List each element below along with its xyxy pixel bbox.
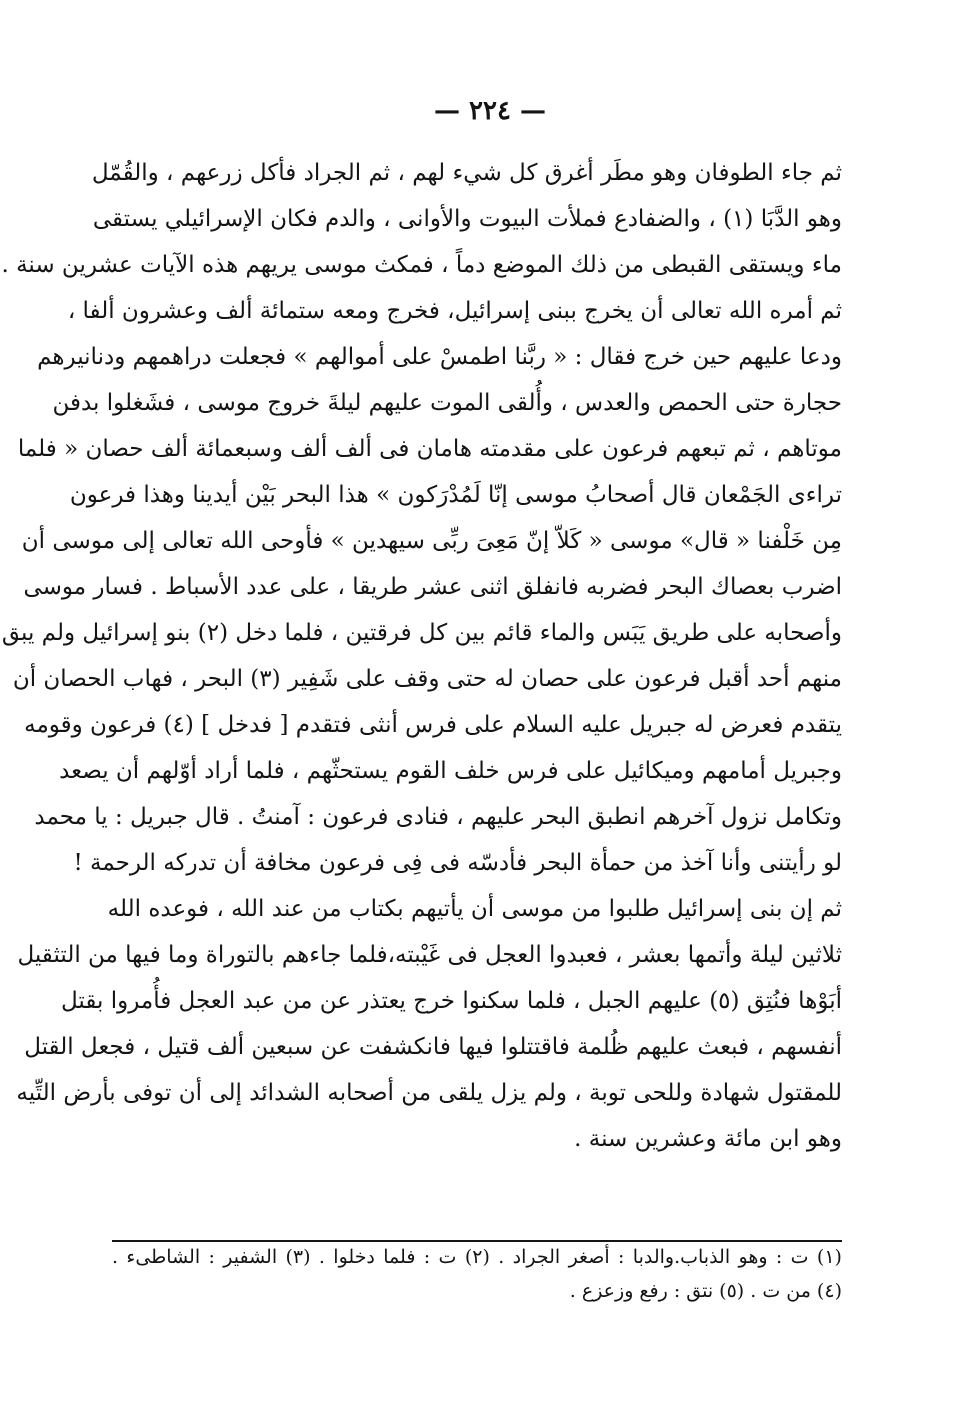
text-line-12: منهم أحد أقبل فرعون على حصان له حتى وقف على شَفِير (٣) البحر ، فهاب الحصان أن — [12, 666, 842, 692]
text-line-20: أنفسهم ، فبعث عليهم ظُلمة فاقتتلوا فيها فانكشفت عن سبعين ألف قتيل ، فجعل القتل — [24, 1034, 842, 1060]
footnote-line-1: (١) ت : وهو الذباب.والدبا : أصغر الجراد . (٢) ت : فلما دخلوا . (٣) الشفير : الشاطىء . — [112, 1246, 842, 1268]
text-line-1: ثم جاء الطوفان وهو مطَر أغرق كل شيء لهم ، ثم الجراد فأكل زرعهم ، والقُمّل — [91, 160, 842, 186]
text-line-22: وهو ابن مائة وعشرين سنة . — [574, 1126, 842, 1152]
text-line-8: تراءى الجَمْعان قال أصحابُ موسى إنّا لَمُدْرَكون » هذا البحر بَيْن أيدينا وهذا فرعون — [69, 482, 842, 508]
text-line-11: وأصحابه على طريق يَبَس والماء قائم بين كل فرقتين ، فلما دخل (٢) بنو إسرائيل ولم يبق — [1, 620, 842, 646]
text-line-18: ثلاثين ليلة وأتمها بعشر ، فعبدوا العجل فى غَيْبته،فلما جاءهم بالتوراة وما فيها من التثقيل — [17, 942, 842, 968]
text-line-17: ثم إن بنى إسرائيل طلبوا من موسى أن يأتيهم بكتاب من عند الله ، فوعده الله — [107, 896, 842, 922]
text-line-13: يتقدم فعرض له جبريل عليه السلام على فرس أنثى فتقدم [ فدخل ] (٤) فرعون وقومه — [24, 712, 842, 738]
text-line-2: وهو الدَّبَا (١) ، والضفادع فملأت البيوت والأوانى ، والدم فكان الإسرائيلي يستقى — [92, 206, 842, 232]
text-line-16: لو رأيتنى وأنا آخذ من حمأة البحر فأدسّه فى فِى فرعون مخافة أن تدركه الرحمة ! — [73, 850, 842, 876]
body-text — [1, 150, 842, 1162]
text-line-9: مِن خَلْفنا « قال» موسى « كَلاّ إنّ مَعِىَ ربِّى سيهدين » فأوحى الله تعالى إلى موسى أن — [21, 528, 842, 554]
footnotes — [112, 1240, 842, 1308]
text-line-21: للمقتول شهادة وللحى توبة ، ولم يزل يلقى من أصحابه الشدائد إلى أن توفى بأرض التِّيه — [16, 1080, 842, 1106]
footnote-line-2: (٤) من ت . (٥) نتق : رفع وزعزع . — [569, 1280, 842, 1302]
text-line-5: ودعا عليهم حين خرج فقال : « ربَّنا اطمسْ على أموالهم » فجعلت دراهمهم ودنانيرهم — [37, 344, 842, 370]
text-line-15: وتكامل نزول آخرهم انطبق البحر عليهم ، فنادى فرعون : آمنتُ . قال جبريل : يا محمد — [34, 804, 842, 830]
text-line-19: أبَوْها فنُتِق (٥) عليهم الجبل ، فلما سكنوا خرج يعتذر عن من عبد العجل فأُمروا بقتل — [61, 988, 842, 1014]
text-line-3: ماء ويستقى القبطى من ذلك الموضع دماً ، فمكث موسى يريهم هذه الآيات عشرين سنة . — [1, 252, 842, 278]
text-line-14: وجبريل أمامهم وميكائيل على فرس خلف القوم يستحثّهم ، فلما أراد أوّلهم أن يصعد — [59, 758, 842, 784]
text-line-4: ثم أمره الله تعالى أن يخرج ببنى إسرائيل، فخرج ومعه ستمائة ألف وعشرون ألفا ، — [67, 298, 842, 324]
text-line-6: حجارة حتى الحمص والعدس ، وأُلقى الموت عليهم ليلةَ خروج موسى ، فشَغلوا بدفن — [52, 390, 842, 416]
text-line-10: اضرب بعصاك البحر فضربه فانفلق اثنى عشر طريقا ، على عدد الأسباط . فسار موسى — [23, 574, 842, 600]
page-number: — ٢٢٤ — — [433, 96, 547, 126]
text-line-7: موتاهم ، ثم تبعهم فرعون على مقدمته هامان فى ألف ألف وسبعمائة ألف حصان « فلما — [17, 436, 842, 462]
